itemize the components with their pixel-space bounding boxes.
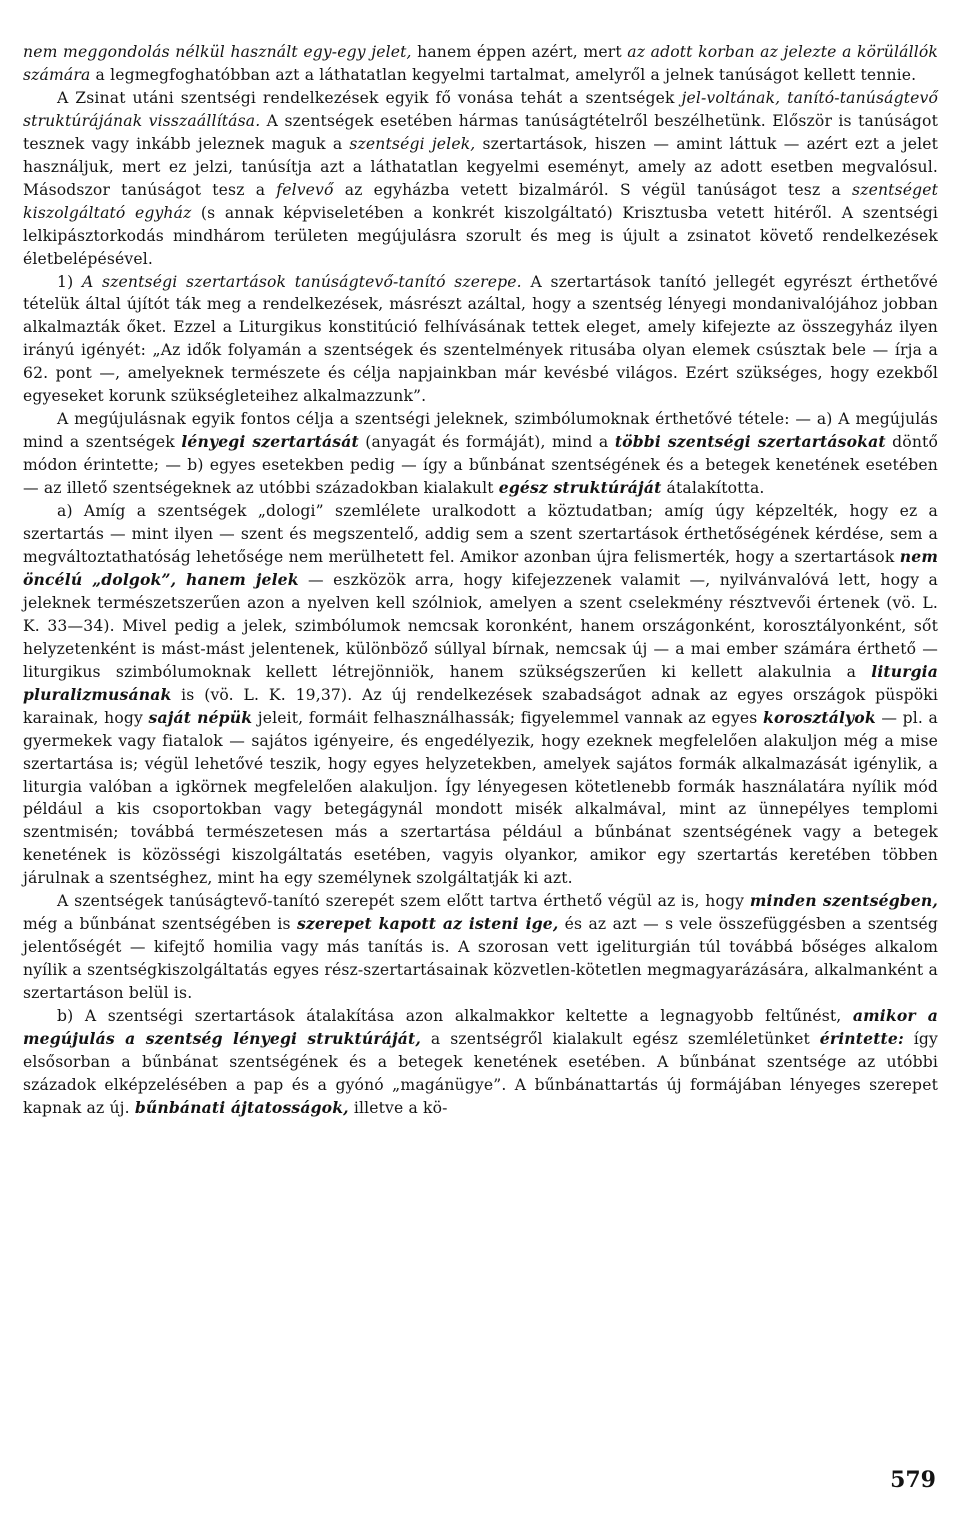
body-text: A szentségek tanúságtevő-tanító szerepét szem előtt tartva érthető végül az is, hogy: [57, 892, 750, 911]
body-text: a szentségről kialakult egész szemléletünket: [420, 1029, 820, 1048]
emphasized-text: lényegi szertartását: [181, 432, 359, 452]
body-text: A megújulásnak egyik fontos célja a szentségi jeleknek, szimbólumoknak érthetővé tétele: — a) A megújulás mind a szentségek: [23, 410, 938, 452]
body-text: így elsősorban a bűnbánat szentségének és a betegek kenetének esetében. A bűnbánat szentsége az utóbbi századok elképzelésében a pap és a gyónó „magánügye”. A bűnbánattartás új formájában lényeges szerepet kapnak az új.: [23, 1029, 938, 1117]
document-page: [23, 41, 938, 1120]
paragraph: [23, 500, 938, 890]
emphasized-text: szerepet kapott az isteni ige,: [296, 914, 559, 934]
paragraph: [23, 890, 938, 1005]
body-text: még a bűnbánat szentségében is: [23, 915, 297, 934]
body-text: A Zsinat utáni szentségi rendelkezések egyik fő vonása tehát a szentségek: [57, 88, 682, 107]
emphasized-text: az adott korban az jelezte a körülállók számára: [23, 43, 938, 84]
body-text: 1): [57, 272, 82, 291]
emphasized-text: bűnbánati ájtatosságok,: [134, 1097, 349, 1117]
body-text: átalakította.: [661, 479, 765, 498]
emphasized-text: liturgia pluralizmusának: [23, 661, 938, 704]
body-text: is (vö. L. K. 19,37). Az új rendelkezések szabadságot adnak az egyes országok püspöki karainak, hogy: [23, 685, 938, 727]
page-number: 579: [890, 1467, 936, 1493]
emphasized-text: nem meggondolás nélkül használt egy-egy jelet,: [23, 43, 412, 61]
body-text: (s annak képviseletében a konkrét kiszolgáltató) Krisztusba vetett hitéről. A szentségi lelkipásztorkodás mindhárom területen megújulásra szorult és meg is újult a zsinatot követő rendelkezések életbelépésével.: [23, 203, 938, 268]
paragraph: [23, 41, 938, 87]
emphasized-text: minden szentségben,: [749, 891, 938, 911]
paragraph: [23, 87, 938, 271]
body-text: (anyagát és formáját), mind a: [358, 433, 615, 452]
emphasized-text: egész struktúráját: [498, 478, 662, 498]
paragraph: [23, 408, 938, 500]
body-text: hanem éppen azért, mert: [411, 43, 628, 61]
body-text: döntő módon érintette; — b) egyes esetekben pedig — így a bűnbánat szentségének és a betegek kenetének esetében — az illető szentségeknek az utóbbi századokban kialakult: [23, 433, 938, 498]
emphasized-text: saját népük: [148, 707, 253, 727]
emphasized-text: többi szentségi szertartásokat: [614, 432, 886, 452]
emphasized-text: szentséget kiszolgáltató egyház: [23, 180, 939, 222]
emphasized-text: érintette:: [819, 1028, 904, 1048]
emphasized-text: A szentségi szertartások tanúságtevő-tanító szerepe.: [81, 272, 522, 291]
body-text: A szertartások tanító jellegét egyrészt érthetővé tételük által újítót ták meg a rendelkezések, másrészt azáltal, hogy a szentség lényegi mondanivalójához jobban alkalmazták őket. Ezzel a Liturgikus konstitúció felhívásának tettek eleget, amely kifejezte az összegyház ilyen irányú igényét: „Az idők folyamán a szentségek és szentelmények ritusába olyan elemek csúsztak bele — írja a 62. pont —, amelyeknek természete és célja napjainkban már kevésbé világos. Ezért szükséges, hogy ezekből egyeseket korunk szükségleteihez alkalmazzunk”.: [23, 272, 938, 406]
emphasized-text: korosztályok: [763, 707, 876, 727]
body-text: szertartások, hiszen — amint láttuk — azért ezt a jelet használjuk, mert ez jelzi, tanúsítja azt a láthatatlan kegyelmi eseményt, amely az adott esetben megvalósul. Másodszor tanúságot tesz a: [23, 134, 938, 199]
body-text: A szentségek esetében hármas tanúságtételről beszélhetünk. Először is tanúságot tesznek vagy inkább jeleznek maguk a: [23, 111, 939, 153]
emphasized-text: amikor a megújulás a szentség lényegi struktúráját,: [23, 1006, 938, 1048]
paragraph: [23, 271, 938, 409]
body-text: és az azt — s vele összefüggésben a szentség jelentőségét — kifejtő homilia vagy más tanítás is. A szorosan vett igeliturgián túl továbbá bőséges alkalom nyílik a szentségkiszolgáltatás egyes rész-szertartásainak közvetlen-kötetlen megmagyarázására, alkalmanként a szertartáson belül is.: [23, 915, 938, 1003]
body-text: a legmegfoghatóbban azt a láthatatlan kegyelmi tartalmat, amelyről a jelnek tanúságot kellett tennie.: [90, 65, 917, 84]
body-text: az egyházba vetett bizalmáról. S végül tanúságot tesz a: [333, 180, 853, 199]
body-text: illetve a kö-: [348, 1098, 448, 1117]
body-text: b) A szentségi szertartások átalakítása azon alkalmakkor keltette a legnagyobb feltűnést,: [57, 1007, 853, 1026]
body-text: jeleit, formáit felhasználhassák; figyelemmel vannak az egyes: [252, 708, 764, 727]
emphasized-text: felvevő: [276, 180, 334, 199]
body-text: — eszközök arra, hogy kifejezzenek valamit —, nyilvánvalóvá lett, hogy a jeleknek természetszerűen azon a nyelven kell szólniok, amelyen a szent cselekmény résztvevői értenek (vö. L. K. 33—34). Mivel pedig a jelek, szimbólumok nemcsak koronként, hanem országonként, korosztályonként, sőt helyzetenként is mást-mást jelentenek, különböző súllyal bírnak, nemcsak új — a mai ember számára érthető — liturgikus szimbólumoknak kellett létrejönniök, hanem szükségszerűen ki kellett alakulnia a: [23, 570, 938, 681]
body-text: a) Amíg a szentségek „dologi” szemlélete uralkodott a köztudatban; amíg úgy képzelték, hogy ez a szertartás — mint ilyen — szent és megszentelő, addig sem a szent szertartások érthetőségének kérdése, sem a megváltoztathatóság lehetősége nem merülhetett fel. Amikor azonban újra felismerték, hogy a szertartások: [23, 502, 938, 566]
body-text: — pl. a gyermekek vagy fiatalok — sajátos igényeire, és engedélyezik, hogy ezeknek megfelelően alakuljon még a mise szertartása is; végül lehetővé teszik, hogy egyes helyzetekben, amelyek sajátos formák alkalmazását igénylik, a liturgia valóban a igkörnek megfelelően alakuljon. Így lényegesen kötetlenebb formák használatára nyílik mód például a kis csoportokban vagy betegágynál mondott misék alkalmával, mint az ünnepélyes templomi szentmisén; továbbá természetesen más a szertartása például a bűnbánat szentségének vagy a betegek kenetének is közösségi kiszolgáltatás esetében, vagyis olyankor, amikor egy szertartás keretében többen járulnak a szentséghez, mint ha egy személynek szolgáltatják ki azt.: [23, 708, 939, 888]
emphasized-text: jel-voltának, tanító-tanúságtevő struktúrájának visszaállítása.: [23, 88, 938, 130]
paragraph: [23, 1005, 938, 1120]
emphasized-text: szentségi jelek,: [349, 134, 476, 153]
emphasized-text: nem öncélú „dolgok”, hanem jelek: [23, 546, 938, 589]
